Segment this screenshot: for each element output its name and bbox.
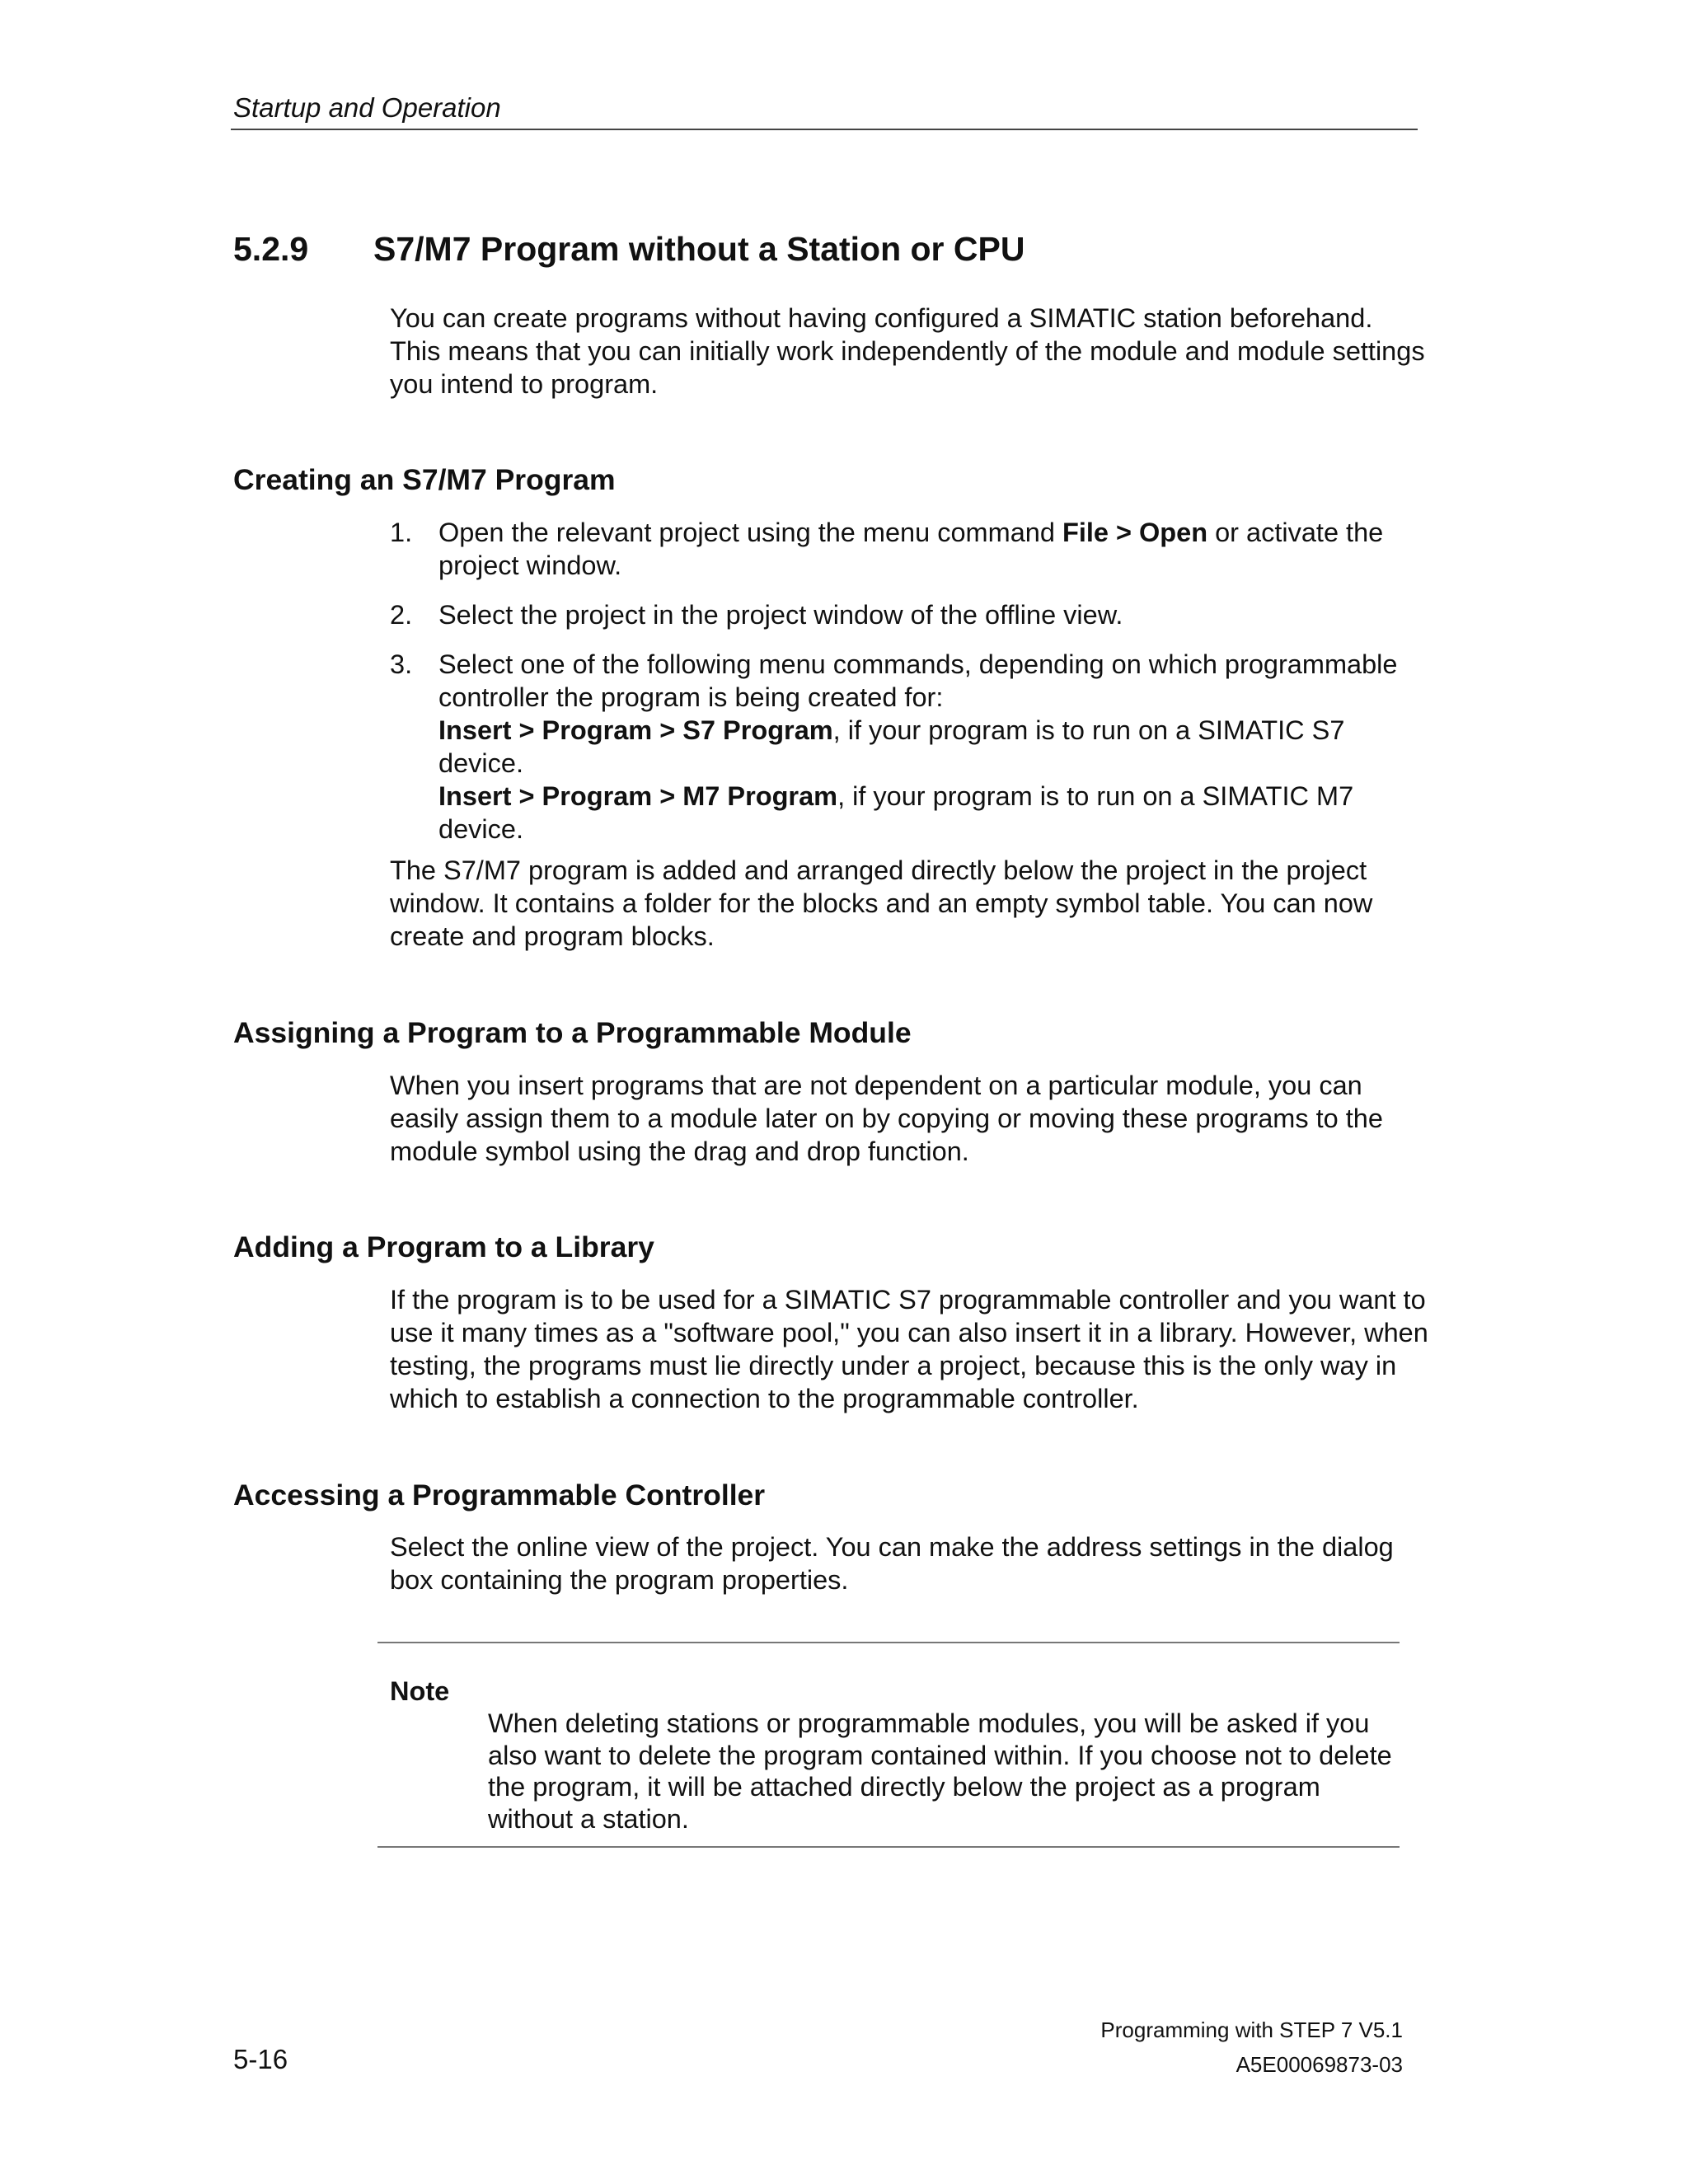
note-label: Note [390, 1676, 450, 1706]
footer-doc-number: A5E00069873-03 [1236, 2052, 1403, 2077]
step-number: 3. [390, 649, 413, 679]
heading-creating: Creating an S7/M7 Program [233, 463, 616, 496]
heading-accessing: Accessing a Programmable Controller [233, 1479, 766, 1511]
library-text: If the program is to be used for a SIMATIC S7 programmable controller and you want to use it many times as a "software pool," you can also insert it in a library. However, when testing, the programs must lie directly under a project, because this is the only way in which to establish a connection to the programmable controller. [390, 1285, 1428, 1413]
step-text: Select the project in the project window of the offline view. [438, 600, 1123, 630]
note-text: When deleting stations or programmable modules, you will be asked if you also want to delete the program contained within. If you choose not to delete the program, it will be attached directly below the project as a program without a station. [488, 1708, 1392, 1834]
menu-command-s7: Insert > Program > S7 Program [438, 715, 833, 745]
creating-result: The S7/M7 program is added and arranged directly below the project in the project window. It contains a folder for the blocks and an empty symbol table. You can now create and program blocks. [390, 855, 1373, 951]
step-3 [390, 648, 1428, 846]
section-title-text: S7/M7 Program without a Station or CPU [373, 230, 1025, 268]
section-title [233, 230, 1025, 269]
section-number: 5.2.9 [233, 230, 309, 268]
running-header: Startup and Operation [233, 92, 501, 123]
step-1 [390, 516, 1428, 582]
heading-assigning: Assigning a Program to a Programmable Module [233, 1016, 912, 1049]
heading-library: Adding a Program to a Library [233, 1230, 654, 1263]
step-2 [390, 598, 1428, 631]
step-text: Select one of the following menu commands, depending on which programmable controller the program is being created for: [438, 649, 1398, 712]
assigning-text: When you insert programs that are not dependent on a particular module, you can easily assign them to a module later on by copying or moving these programs to the module symbol using the drag and drop function. [390, 1071, 1383, 1166]
menu-command: File > Open [1062, 518, 1208, 547]
note-bottom-rule [377, 1846, 1400, 1848]
step-text-s7: , if your program is to run on a SIMATIC S7 device. [438, 715, 1345, 778]
step-text-m7: , if your program is to run on a SIMATIC M7 device. [438, 781, 1354, 844]
header-rule [231, 129, 1418, 130]
step-text: or activate the project window. [438, 518, 1384, 580]
step-number: 2. [390, 600, 413, 630]
footer-manual-title: Programming with STEP 7 V5.1 [1100, 2018, 1403, 2042]
accessing-text: Select the online view of the project. You can make the address settings in the dialog box containing the program properties. [390, 1532, 1394, 1595]
menu-command-m7: Insert > Program > M7 Program [438, 781, 838, 811]
steps-list [390, 516, 1428, 862]
section-intro: You can create programs without having configured a SIMATIC station beforehand. This means that you can initially work independently of the module and module settings you intend to program. [390, 303, 1425, 399]
note-top-rule [377, 1642, 1400, 1643]
step-number: 1. [390, 518, 413, 547]
page-number: 5-16 [233, 2044, 288, 2074]
step-text: Open the relevant project using the menu command [438, 518, 1062, 547]
